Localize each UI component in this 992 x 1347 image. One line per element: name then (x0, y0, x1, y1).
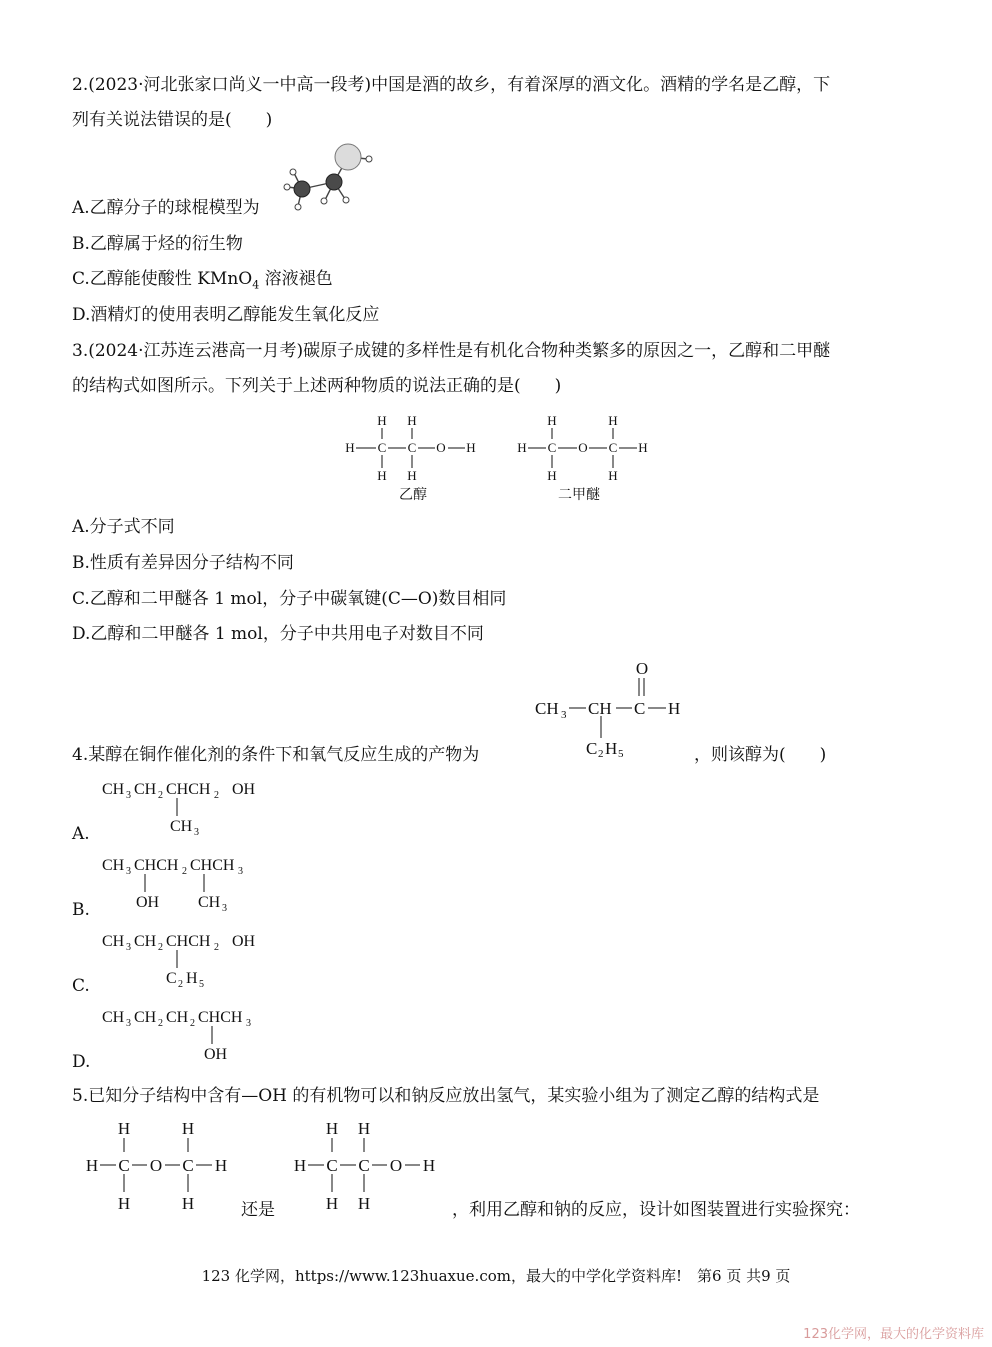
svg-text:H: H (357, 1119, 371, 1138)
svg-text:H: H (181, 1119, 195, 1138)
q2-option-c-sub: 4 (252, 278, 260, 292)
svg-text:3: 3 (126, 866, 131, 877)
q2-option-b: B.乙醇属于烃的衍生物 (72, 234, 243, 254)
svg-text:C: C (586, 739, 598, 758)
svg-text:O: O (436, 440, 446, 455)
svg-text:H: H (85, 1156, 99, 1175)
svg-text:H: H (638, 440, 648, 455)
svg-text:H: H (668, 699, 681, 718)
svg-text:H: H (214, 1156, 228, 1175)
svg-text:3: 3 (126, 1018, 131, 1029)
svg-text:H: H (117, 1194, 131, 1213)
q4-option-c-label: C. (72, 976, 90, 996)
q3-option-b: B.性质有差异因分子结构不同 (72, 553, 294, 573)
svg-text:2: 2 (158, 1018, 163, 1029)
ethanol-ball-stick-model (276, 140, 386, 220)
svg-text:C: C (182, 1156, 194, 1175)
q5-word-or: 还是 (241, 1200, 275, 1220)
svg-text:3: 3 (246, 1018, 251, 1029)
svg-text:CH: CH (170, 818, 193, 835)
q3-option-d: D.乙醇和二甲醚各 1 mol，分子中共用电子对数目不同 (72, 624, 484, 644)
svg-text:C: C (118, 1156, 130, 1175)
svg-text:H: H (517, 440, 527, 455)
site-watermark: 123化学网，最大的化学资料库 (803, 1327, 984, 1342)
svg-text:H: H (293, 1156, 307, 1175)
svg-text:2: 2 (158, 942, 163, 953)
svg-text:CH: CH (588, 699, 612, 718)
svg-text:C: C (358, 1156, 370, 1175)
q2-option-a: A.乙醇分子的球棍模型为 (72, 198, 260, 218)
svg-text:H: H (117, 1119, 131, 1138)
q4-option-a-label: A. (72, 824, 90, 844)
q2-option-d: D.酒精灯的使用表明乙醇能发生氧化反应 (72, 305, 380, 325)
svg-text:H: H (377, 413, 387, 428)
svg-text:C: C (326, 1156, 338, 1175)
svg-text:CH: CH (102, 933, 125, 950)
svg-text:C: C (377, 440, 387, 455)
svg-text:C: C (608, 440, 618, 455)
q3-stem-line1: 3.(2024·江苏连云港高一月考)碳原子成键的多样性是有机化合物种类繁多的原因之一，乙醇和二甲醚 (72, 341, 831, 361)
q2-stem-line2: 列有关说法错误的是( ) (72, 110, 273, 130)
svg-text:H: H (422, 1156, 436, 1175)
svg-text:3: 3 (222, 903, 227, 912)
svg-text:H: H (605, 739, 618, 758)
svg-text:C: C (166, 970, 177, 987)
svg-text:C: C (547, 440, 557, 455)
svg-text:C: C (634, 699, 646, 718)
svg-text:CHCH: CHCH (166, 781, 211, 798)
page-footer: 123 化学网，https://www.123huaxue.com，最大的中学化学资料库! 第6 页 共9 页 (201, 1267, 791, 1285)
svg-text:H: H (345, 440, 355, 455)
svg-text:CH: CH (166, 1009, 189, 1026)
q5-stem-line1: 5.已知分子结构中含有—OH 的有机物可以和钠反应放出氢气，某实验小组为了测定乙醇的结构式是 (72, 1086, 820, 1106)
svg-text:CHCH: CHCH (166, 933, 211, 950)
q4-stem-suffix: ，则该醇为( ) (694, 745, 827, 765)
svg-text:OH: OH (232, 933, 256, 950)
q5-dimethyl-ether-structure (80, 1116, 240, 1216)
svg-text:O: O (149, 1156, 163, 1175)
q5-ethanol-structure (288, 1116, 448, 1216)
svg-text:H: H (325, 1119, 339, 1138)
svg-text:H: H (377, 468, 387, 483)
svg-text:3: 3 (194, 827, 199, 836)
svg-text:CH: CH (134, 933, 157, 950)
svg-text:CH: CH (102, 1009, 125, 1026)
svg-text:H: H (186, 970, 198, 987)
svg-text:H: H (407, 468, 417, 483)
svg-text:OH: OH (136, 894, 160, 911)
svg-text:3: 3 (238, 866, 243, 877)
svg-text:H: H (466, 440, 476, 455)
svg-text:2: 2 (182, 866, 187, 877)
svg-text:2: 2 (214, 942, 219, 953)
q2-option-c-suffix: 溶液褪色 (259, 269, 333, 289)
svg-text:3: 3 (126, 790, 131, 801)
svg-text:5: 5 (618, 748, 624, 760)
q2-stem-line1: 2.(2023·河北张家口尚义一中高一段考)中国是酒的故乡，有着深厚的酒文化。酒精的学名是乙醇，下 (72, 75, 831, 95)
q4-option-b-label: B. (72, 900, 90, 920)
svg-text:OH: OH (204, 1046, 228, 1063)
svg-text:CH: CH (102, 781, 125, 798)
svg-text:2: 2 (214, 790, 219, 801)
ethanol-structural-formula (340, 410, 490, 490)
svg-text:H: H (547, 468, 557, 483)
ethanol-label: 乙醇 (399, 487, 427, 503)
svg-text:C: C (407, 440, 417, 455)
q4-option-b-structure (98, 850, 298, 912)
svg-text:H: H (608, 413, 618, 428)
svg-text:3: 3 (126, 942, 131, 953)
svg-text:H: H (407, 413, 417, 428)
svg-text:2: 2 (158, 790, 163, 801)
svg-text:5: 5 (199, 979, 204, 988)
q4-option-c-structure (98, 926, 298, 988)
svg-text:2: 2 (190, 1018, 195, 1029)
q2-option-c-prefix: C.乙醇能使酸性 KMnO (72, 269, 253, 289)
q4-product-aldehyde-structure (530, 656, 700, 766)
svg-text:H: H (547, 413, 557, 428)
q2-option-c (72, 267, 333, 297)
svg-text:H: H (357, 1194, 371, 1213)
svg-text:O: O (389, 1156, 403, 1175)
svg-text:2: 2 (178, 979, 183, 988)
svg-text:CH: CH (102, 857, 125, 874)
dimethyl-ether-structural-formula (512, 410, 662, 490)
svg-text:CH: CH (134, 781, 157, 798)
q3-stem-line2: 的结构式如图所示。下列关于上述两种物质的说法正确的是( ) (72, 376, 562, 396)
svg-text:CHCH: CHCH (134, 857, 179, 874)
q4-option-a-structure (98, 774, 298, 836)
q3-option-a: A.分子式不同 (72, 517, 175, 537)
svg-text:O: O (635, 659, 649, 678)
q4-stem-prefix: 4.某醇在铜作催化剂的条件下和氧气反应生成的产物为 (72, 745, 480, 765)
svg-text:OH: OH (232, 781, 256, 798)
svg-text:CHCH: CHCH (198, 1009, 243, 1026)
svg-text:CH: CH (134, 1009, 157, 1026)
svg-text:H: H (325, 1194, 339, 1213)
svg-text:CH: CH (535, 699, 559, 718)
svg-text:CHCH: CHCH (190, 857, 235, 874)
svg-text:H: H (608, 468, 618, 483)
svg-text:3: 3 (561, 709, 567, 721)
svg-text:H: H (181, 1194, 195, 1213)
dimethyl-ether-label: 二甲醚 (558, 487, 600, 503)
svg-text:2: 2 (598, 748, 604, 760)
q3-option-c: C.乙醇和二甲醚各 1 mol，分子中碳氧键(C—O)数目相同 (72, 589, 507, 609)
q4-option-d-label: D. (72, 1052, 91, 1072)
svg-text:O: O (578, 440, 588, 455)
svg-text:CH: CH (198, 894, 221, 911)
q4-option-d-structure (98, 1002, 298, 1064)
q5-stem-tail: ，利用乙醇和钠的反应，设计如图装置进行实验探究： (452, 1200, 860, 1220)
